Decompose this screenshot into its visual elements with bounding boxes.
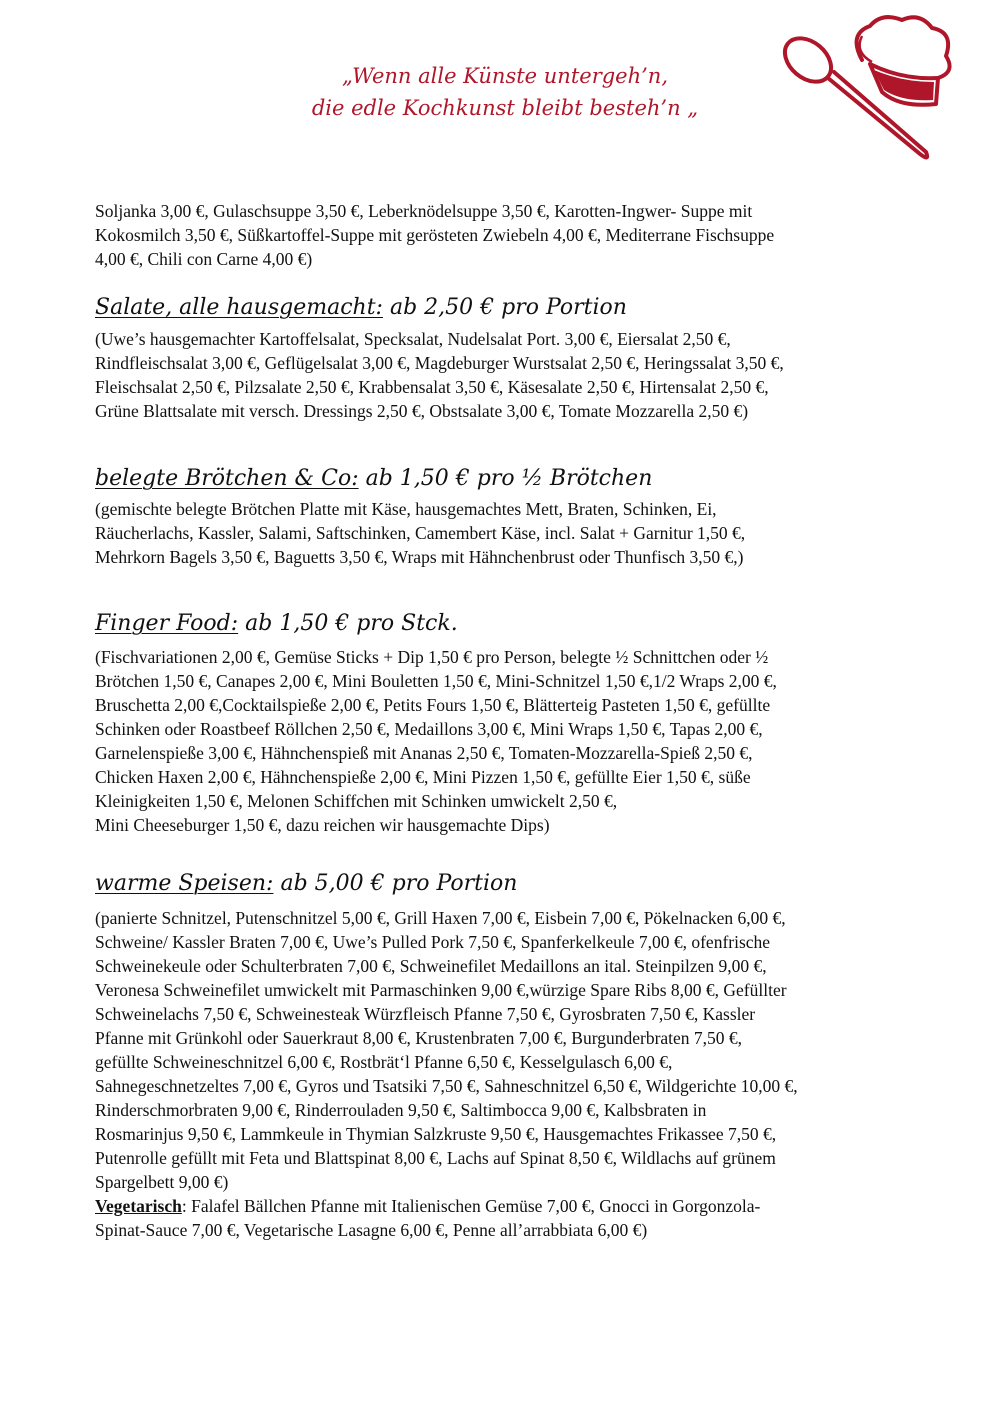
rolls-line: Mehrkorn Bagels 3,50 €, Baguetts 3,50 €, Wraps mit Hähnchenbrust oder Thunfisch 3,50 €,)	[95, 547, 744, 567]
finger-food-line: Bruschetta 2,00 €,Cocktailspieße 2,00 €, Petits Fours 1,50 €, Blätterteig Pasteten 1,50 €, gefüllte	[95, 695, 771, 715]
finger-food-heading-price: ab 1,50 € pro Stck.	[238, 611, 458, 636]
finger-food-line: Schinken oder Roastbeef Röllchen 2,50 €, Medaillons 3,00 €, Mini Wraps 1,50 €, Tapas 2,00 €,	[95, 719, 763, 739]
finger-food-heading-title: Finger Food:	[95, 611, 239, 636]
finger-food-line: Kleinigkeiten 1,50 €, Melonen Schiffchen mit Schinken umwickelt 2,50 €,	[95, 791, 618, 811]
vegetarian-line: Spinat-Sauce 7,00 €, Vegetarische Lasagne 6,00 €, Penne all’arrabbiata 6,00 €)	[95, 1220, 648, 1240]
warm-dishes-line: Rosmarinjus 9,50 €, Lammkeule in Thymian Salzkruste 9,50 €, Hausgemachtes Frikassee 7,50 €,	[95, 1124, 777, 1144]
vegetarian-line	[95, 1194, 925, 1218]
warm-dishes-line: Schweinelachs 7,50 €, Schweinesteak Würzfleisch Pfanne 7,50 €, Gyrosbraten 7,50 €, Kassler	[95, 1004, 756, 1024]
warm-dishes-heading-title: warme Speisen:	[95, 871, 274, 896]
rolls-line: (gemischte belegte Brötchen Platte mit Käse, hausgemachtes Mett, Braten, Schinken, Ei,	[95, 499, 717, 519]
chef-hat-spoon-logo-icon	[770, 12, 970, 172]
salads-line: (Uwe’s hausgemachter Kartoffelsalat, Specksalat, Nudelsalat Port. 3,00 €, Eiersalat 2,50 €,	[95, 329, 731, 349]
finger-food-line: Mini Cheeseburger 1,50 €, dazu reichen wir hausgemachte Dips)	[95, 815, 550, 835]
soups-line: 4,00 €, Chili con Carne 4,00 €)	[95, 249, 313, 269]
warm-dishes-line: (panierte Schnitzel, Putenschnitzel 5,00 €, Grill Haxen 7,00 €, Eisbein 7,00 €, Pökelnacken 6,00 €,	[95, 908, 786, 928]
rolls-heading	[95, 466, 652, 491]
warm-dishes-line: gefüllte Schweineschnitzel 6,00 €, Rostbrät‘l Pfanne 6,50 €, Kesselgulasch 6,00 €,	[95, 1052, 673, 1072]
vegetarian-label: Vegetarisch	[95, 1196, 182, 1216]
salads-heading-price: ab 2,50 € pro Portion	[382, 295, 627, 320]
motto-line-2: die edle Kochkunst bleibt besteh’n „	[311, 96, 699, 120]
salads-heading-title: Salate, alle hausgemacht:	[95, 295, 383, 320]
salads-list	[95, 327, 925, 423]
soups-list	[95, 199, 925, 271]
soups-line: Kokosmilch 3,50 €, Süßkartoffel-Suppe mit gerösteten Zwiebeln 4,00 €, Mediterrane Fischsuppe	[95, 225, 775, 245]
rolls-list	[95, 497, 925, 569]
warm-dishes-line: Schweine/ Kassler Braten 7,00 €, Uwe’s Pulled Pork 7,50 €, Spanferkelkeule 7,00 €, ofenfrische	[95, 932, 771, 952]
warm-dishes-line: Rinderschmorbraten 9,00 €, Rinderrouladen 9,50 €, Saltimbocca 9,00 €, Kalbsbraten in	[95, 1100, 707, 1120]
warm-dishes-list	[95, 906, 925, 1242]
warm-dishes-heading-price: ab 5,00 € pro Portion	[273, 871, 518, 896]
finger-food-line: Brötchen 1,50 €, Canapes 2,00 €, Mini Bouletten 1,50 €, Mini-Schnitzel 1,50 €,1/2 Wraps 2,00 €,	[95, 671, 777, 691]
motto-line-1: „Wenn alle Künste untergeh’n,	[341, 64, 669, 88]
warm-dishes-line: Spargelbett 9,00 €)	[95, 1172, 229, 1192]
finger-food-line: (Fischvariationen 2,00 €, Gemüse Sticks + Dip 1,50 € pro Person, belegte ½ Schnittchen oder ½	[95, 647, 769, 667]
vegetarian-items: : Falafel Bällchen Pfanne mit Italienischen Gemüse 7,00 €, Gnocci in Gorgonzola-	[181, 1196, 761, 1216]
finger-food-list	[95, 645, 925, 837]
soups-line: Soljanka 3,00 €, Gulaschsuppe 3,50 €, Leberknödelsuppe 3,50 €, Karotten-Ingwer- Suppe mit	[95, 201, 753, 221]
warm-dishes-line: Sahnegeschnetzeltes 7,00 €, Gyros und Tsatsiki 7,50 €, Sahneschnitzel 6,50 €, Wildgerichte 10,00 €,	[95, 1076, 798, 1096]
warm-dishes-line: Schweinekeule oder Schulterbraten 7,00 €, Schweinefilet Medaillons an ital. Steinpilzen 9,00 €,	[95, 956, 767, 976]
finger-food-line: Chicken Haxen 2,00 €, Hähnchenspieße 2,00 €, Mini Pizzen 1,50 €, gefüllte Eier 1,50 €, süße	[95, 767, 751, 787]
salads-line: Rindfleischsalat 3,00 €, Geflügelsalat 3,00 €, Magdeburger Wurstsalat 2,50 €, Heringssalat 3,50 €,	[95, 353, 784, 373]
warm-dishes-line: Veronesa Schweinefilet umwickelt mit Parmaschinken 9,00 €,würzige Spare Ribs 8,00 €, Gefüllter	[95, 980, 787, 1000]
warm-dishes-heading	[95, 871, 517, 896]
salads-heading	[95, 295, 627, 320]
rolls-heading-title: belegte Brötchen & Co:	[95, 466, 359, 491]
motto-quote	[250, 60, 760, 124]
warm-dishes-line: Pfanne mit Grünkohl oder Sauerkraut 8,00 €, Krustenbraten 7,00 €, Burgunderbraten 7,50 €,	[95, 1028, 743, 1048]
rolls-heading-price: ab 1,50 € pro ½ Brötchen	[358, 466, 653, 491]
warm-dishes-line: Putenrolle gefüllt mit Feta und Blattspinat 8,00 €, Lachs auf Spinat 8,50 €, Wildlachs auf grünem	[95, 1148, 776, 1168]
rolls-line: Räucherlachs, Kassler, Salami, Saftschinken, Camembert Käse, incl. Salat + Garnitur 1,50 €,	[95, 523, 746, 543]
finger-food-heading	[95, 611, 458, 636]
salads-line: Grüne Blattsalate mit versch. Dressings 2,50 €, Obstsalate 3,00 €, Tomate Mozzarella 2,50 €)	[95, 401, 749, 421]
salads-line: Fleischsalat 2,50 €, Pilzsalate 2,50 €, Krabbensalat 3,50 €, Käsesalate 2,50 €, Hirtensalat 2,50 €,	[95, 377, 769, 397]
finger-food-line: Garnelenspieße 3,00 €, Hähnchenspieß mit Ananas 2,50 €, Tomaten-Mozzarella-Spieß 2,50 €,	[95, 743, 753, 763]
